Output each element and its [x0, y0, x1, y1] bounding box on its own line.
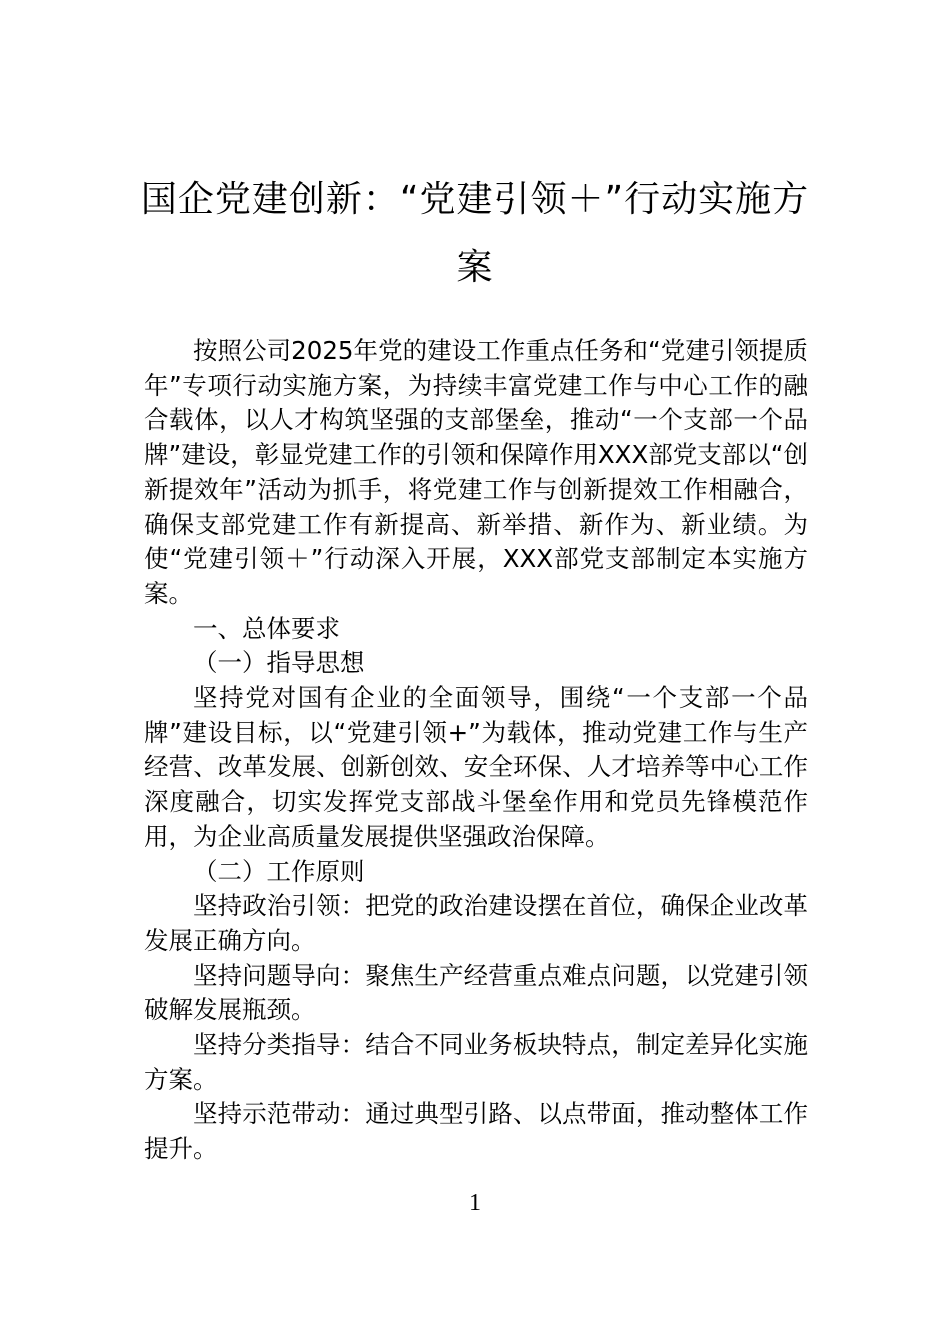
intro-paragraph: 按照公司2025年党的建设工作重点任务和“党建引领提质年”专项行动实施方案，为持续丰富党建工作与中心工作的融合载体，以人才构筑坚强的支部堡垒，推动“一个支部一个品牌”建设，彰显党建工作的引领和保障作用XXX部党支部以“创新提效年”活动为抓手，将党建工作与创新提效工作相融合，确保支部党建工作有新提高、新举措、新作为、新业绩。为使“党建引领＋”行动深入开展，XXX部党支部制定本实施方案。: [144, 336, 808, 608]
principle-demonstration: 坚持示范带动：通过典型引路、以点带面，推动整体工作提升。: [144, 1099, 808, 1164]
document-title: 国企党建创新：“党建引领＋”行动实施方案: [140, 179, 810, 288]
page-number: 1: [469, 1190, 481, 1216]
document-body: [144, 334, 808, 1167]
section-heading-general-requirements: 一、总体要求: [193, 613, 340, 643]
subsection-heading-guiding-thought: （一）指导思想: [193, 648, 365, 678]
principle-classified-guidance: 坚持分类指导：结合不同业务板块特点，制定差异化实施方案。: [144, 1030, 808, 1094]
principle-political-leadership: 坚持政治引领：把党的政治建设摆在首位，确保企业改革发展正确方向。: [144, 891, 808, 955]
principle-problem-orientation: 坚持问题导向：聚焦生产经营重点难点问题，以党建引领破解发展瓶颈。: [144, 960, 808, 1025]
subsection-heading-work-principles: （二）工作原则: [193, 856, 365, 886]
guiding-thought-paragraph: 坚持党对国有企业的全面领导，围绕“一个支部一个品牌”建设目标，以“党建引领+”为载体，推动党建工作与生产经营、改革发展、创新创效、安全环保、人才培养等中心工作深度融合，切实发挥党支部战斗堡垒作用和党员先锋模范作用，为企业高质量发展提供坚强政治保障。: [144, 683, 808, 851]
